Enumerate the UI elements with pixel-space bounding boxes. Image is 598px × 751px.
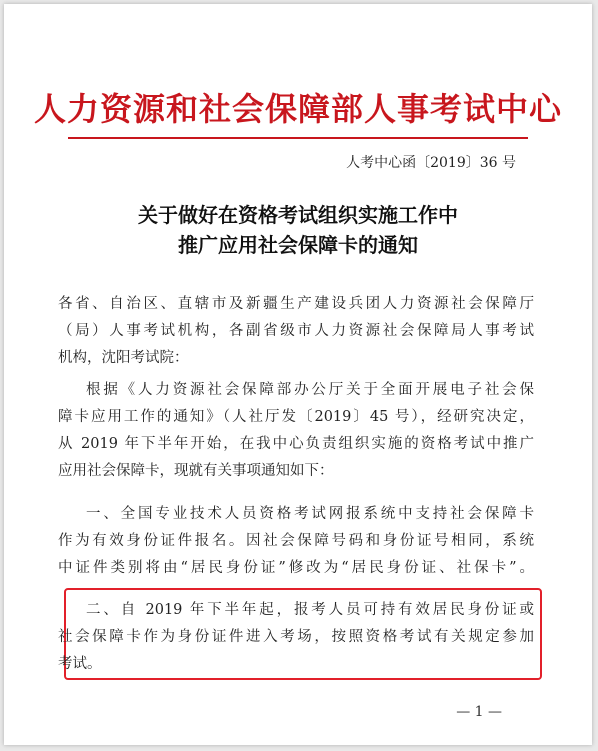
paragraph-line: 作为有效身份证件报名。因社会保障号码和身份证号相同，系统 (58, 533, 534, 549)
paragraph-line: 考试。 (58, 656, 102, 672)
paragraph-line: 二、自 2019 年下半年起，报考人员可持有效居民身份证或 (86, 602, 534, 618)
paragraph-line: 障卡应用工作的通知》（人社厅发〔2019〕45 号），经研究决定， (58, 409, 534, 425)
addressee-paragraph (58, 291, 534, 372)
paragraph-basis (58, 377, 534, 485)
paragraph-line: 中证件类别将由“居民身份证”修改为“居民身份证、社保卡”。 (58, 560, 534, 576)
document-number: 人考中心函〔2019〕36 号 (346, 155, 516, 171)
document-title-line-2: 推广应用社会保障卡的通知 (178, 233, 418, 257)
addressee-line: 各省、自治区、直辖市及新疆生产建设兵团人力资源社会保障厅 (58, 296, 534, 312)
document-title (4, 200, 592, 260)
page-number: — 1 — (456, 704, 502, 720)
paragraph-line: 社会保障卡作为身份证件进入考场，按照资格考试有关规定参加 (58, 629, 534, 645)
paragraph-item-2 (58, 597, 534, 678)
document-page (4, 4, 592, 745)
paragraph-item-1 (58, 501, 534, 582)
addressee-line: （局）人事考试机构，各副省级市人力资源社会保障局人事考试 (58, 323, 534, 339)
paragraph-line: 从 2019 年下半年开始，在我中心负责组织实施的资格考试中推广 (58, 436, 534, 452)
document-title-line-1: 关于做好在资格考试组织实施工作中 (138, 203, 458, 227)
paragraph-line: 一、全国专业技术人员资格考试网报系统中支持社会保障卡 (86, 506, 534, 522)
addressee-line: 机构，沈阳考试院： (58, 350, 189, 366)
org-header-title: 人力资源和社会保障部人事考试中心 (33, 90, 562, 128)
header-divider (68, 137, 528, 139)
paragraph-line: 根据《人力资源社会保障部办公厅关于全面开展电子社会保 (86, 382, 534, 398)
paragraph-line: 应用社会保障卡，现就有关事项通知如下： (58, 463, 334, 479)
